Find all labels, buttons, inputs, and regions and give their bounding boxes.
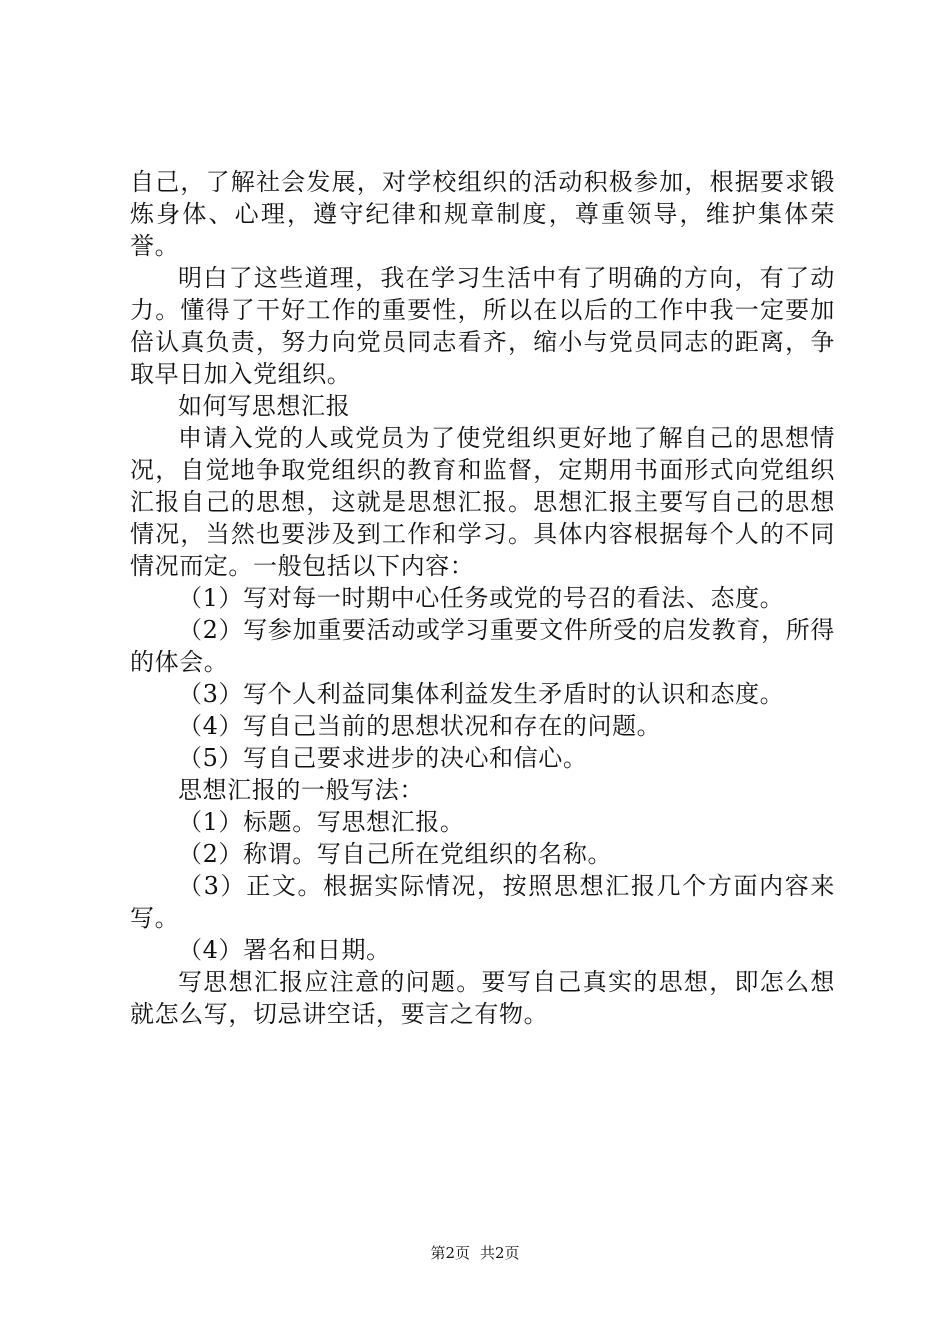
paragraph: 申请入党的人或党员为了使党组织更好地了解自己的思想情况，自觉地争取党组织的教育和监督，定期用书面形式向党组织汇报自己的思想，这就是思想汇报。思想汇报主要写自己的思想情况，当然也要涉及到工作和学习。具体内容根据每个人的不同情况而定。一般包括以下内容： — [130, 424, 835, 580]
list-item: （4）写自己当前的思想状况和存在的问题。 — [178, 712, 662, 740]
list-item: （2）称谓。写自己所在党组织的名称。 — [178, 840, 613, 868]
list-item: （1）写对每一时期中心任务或党的号召的看法、态度。 — [178, 584, 785, 612]
list-item: （3）正文。根据实际情况，按照思想汇报几个方面内容来写。 — [130, 872, 835, 932]
section-heading: 如何写思想汇报 — [178, 392, 351, 420]
paragraph: 明白了这些道理，我在学习生活中有了明确的方向，有了动力。懂得了干好工作的重要性，所以在以后的工作中我一定要加倍认真负责，努力向党员同志看齐，缩小与党员同志的距离，争取早日加入党组织。 — [130, 264, 835, 388]
list-item: （2）写参加重要活动或学习重要文件所受的启发教育，所得的体会。 — [130, 616, 835, 676]
page-footer — [0, 1243, 950, 1263]
page-total: 共2页 — [480, 1244, 520, 1262]
list-item: （4）署名和日期。 — [178, 936, 391, 964]
document-body — [130, 166, 835, 1030]
page-number: 第2页 — [430, 1244, 470, 1262]
list-item: （1）标题。写思想汇报。 — [178, 808, 465, 836]
list-item: （5）写自己要求进步的决心和信心。 — [178, 744, 588, 772]
list-item: （3）写个人利益同集体利益发生矛盾时的认识和态度。 — [178, 680, 785, 708]
section-heading: 思想汇报的一般写法： — [178, 776, 424, 804]
paragraph: 自己，了解社会发展，对学校组织的活动积极参加，根据要求锻炼身体、心理，遵守纪律和规章制度，尊重领导，维护集体荣誉。 — [130, 168, 835, 260]
paragraph: 写思想汇报应注意的问题。要写自己真实的思想，即怎么想就怎么写，切忌讲空话，要言之有物。 — [130, 968, 835, 1028]
